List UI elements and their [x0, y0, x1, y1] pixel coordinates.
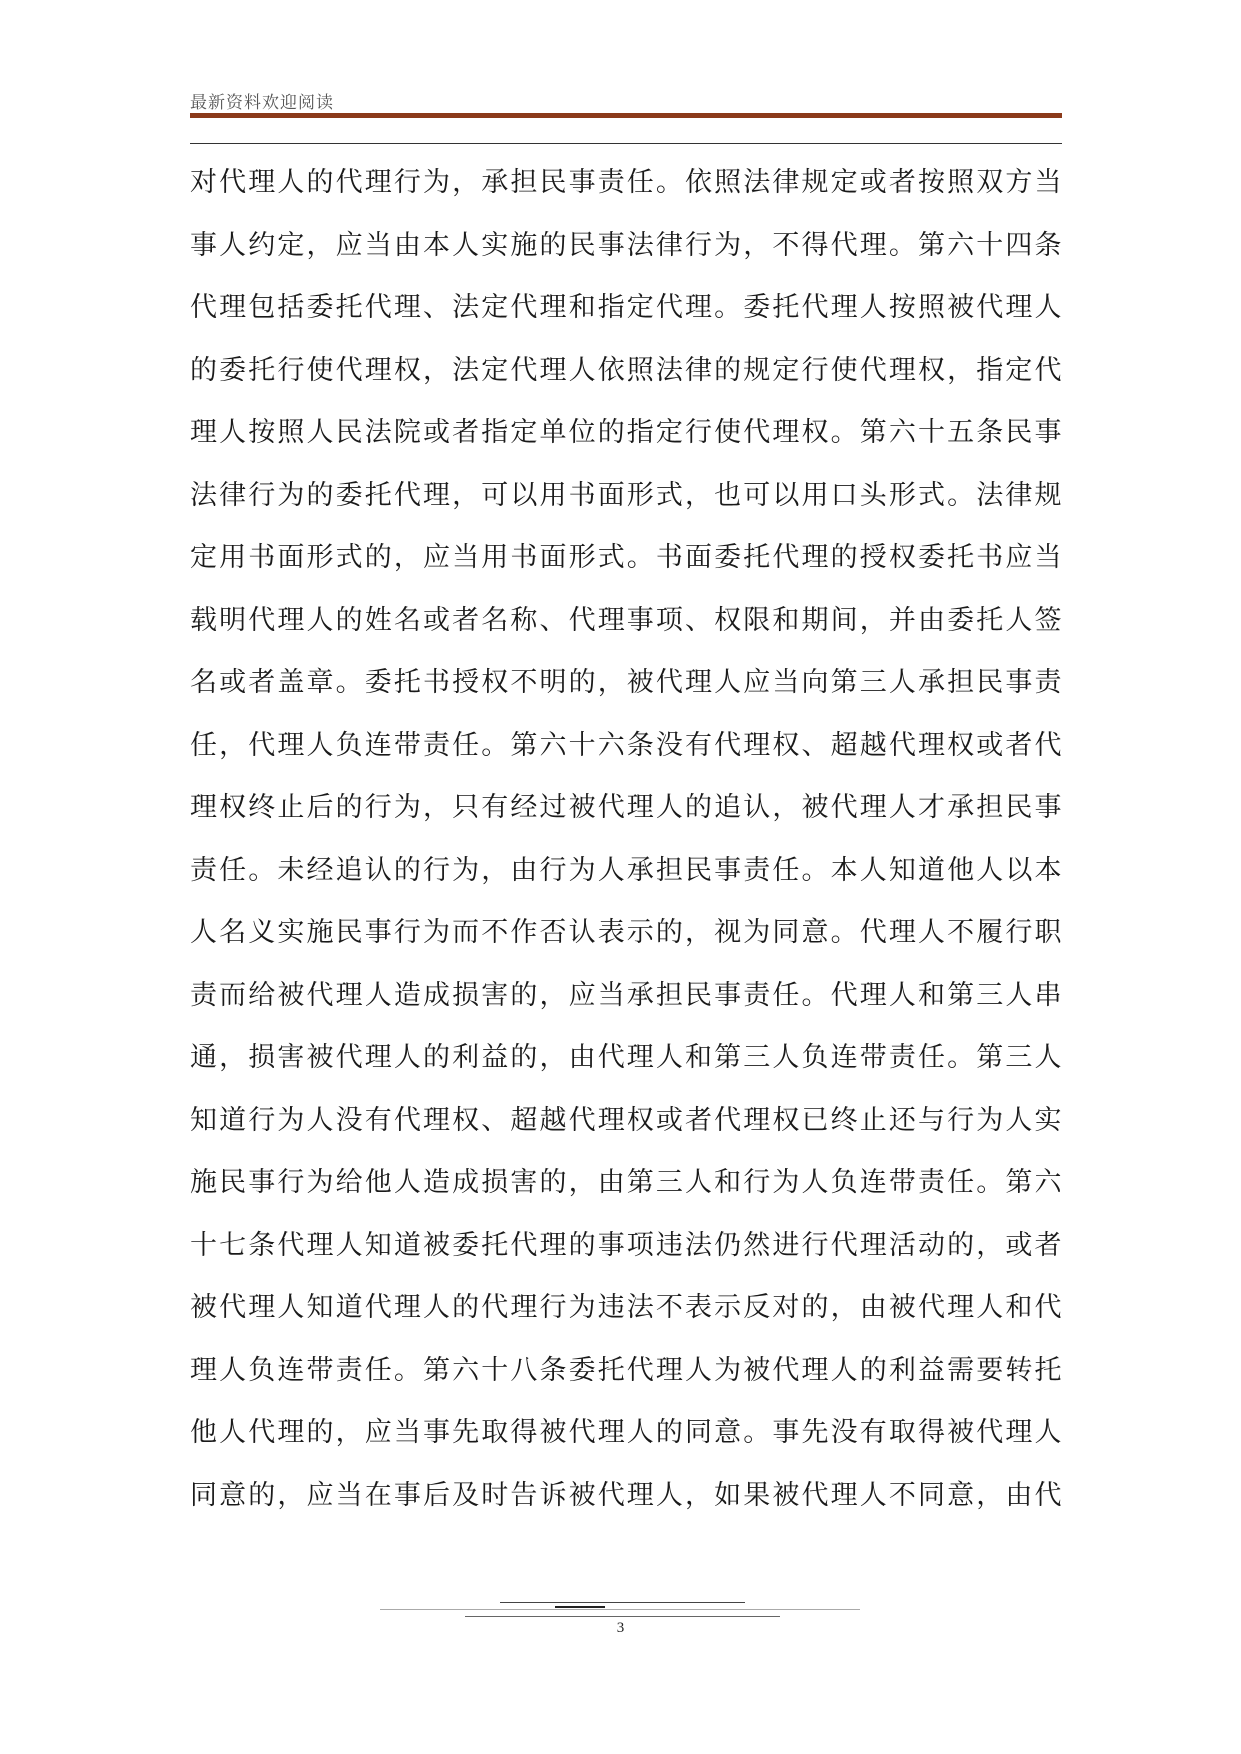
body-line: 知道行为人没有代理权、超越代理权或者代理权已终止还与行为人实 [190, 1104, 1062, 1136]
header-rule-thick [190, 113, 1062, 118]
header-rule-thin [190, 143, 1062, 144]
page-header-title: 最新资料欢迎阅读 [190, 93, 334, 113]
body-line: 通，损害被代理人的利益的，由代理人和第三人负连带责任。第三人 [190, 1042, 1062, 1073]
body-line: 他人代理的，应当事先取得被代理人的同意。事先没有取得被代理人 [190, 1417, 1062, 1448]
body-line: 同意的，应当在事后及时告诉被代理人，如果被代理人不同意，由代 [190, 1479, 1062, 1511]
body-line: 事人约定，应当由本人实施的民事法律行为，不得代理。第六十四条 [190, 229, 1062, 261]
body-line: 被代理人知道代理人的代理行为违法不表示反对的，由被代理人和代 [190, 1292, 1062, 1323]
body-line: 载明代理人的姓名或者名称、代理事项、权限和期间，并由委托人签 [190, 604, 1062, 636]
body-line: 施民事行为给他人造成损害的，由第三人和行为人负连带责任。第六 [190, 1167, 1062, 1198]
body-line: 代理包括委托代理、法定代理和指定代理。委托代理人按照被代理人 [190, 292, 1062, 323]
body-line: 理权终止后的行为，只有经过被代理人的追认，被代理人才承担民事 [190, 792, 1062, 823]
body-line: 法律行为的委托代理，可以用书面形式，也可以用口头形式。法律规 [190, 479, 1062, 511]
body-line: 责而给被代理人造成损害的，应当承担民事责任。代理人和第三人串 [190, 979, 1062, 1011]
body-line: 理人负连带责任。第六十八条委托代理人为被代理人的利益需要转托 [190, 1354, 1062, 1386]
body-line: 十七条代理人知道被委托代理的事项违法仍然进行代理活动的，或者 [190, 1229, 1062, 1261]
footer-rule-mark [555, 1606, 605, 1608]
body-line: 任，代理人负连带责任。第六十六条没有代理权、超越代理权或者代 [190, 729, 1062, 761]
body-line: 名或者盖章。委托书授权不明的，被代理人应当向第三人承担民事责 [190, 667, 1062, 698]
body-line: 定用书面形式的，应当用书面形式。书面委托代理的授权委托书应当 [190, 542, 1062, 573]
body-line: 的委托行使代理权，法定代理人依照法律的规定行使代理权，指定代 [190, 354, 1062, 386]
body-line: 对代理人的代理行为，承担民事责任。依照法律规定或者按照双方当 [190, 167, 1062, 198]
footer-rule [465, 1616, 780, 1617]
footer-rule [500, 1602, 745, 1603]
footer-rule [380, 1609, 860, 1610]
document-body [190, 152, 1062, 1527]
body-line: 人名义实施民事行为而不作否认表示的，视为同意。代理人不履行职 [190, 917, 1062, 948]
page-number: 3 [616, 1620, 625, 1636]
body-line: 责任。未经追认的行为，由行为人承担民事责任。本人知道他人以本 [190, 854, 1062, 886]
body-line: 理人按照人民法院或者指定单位的指定行使代理权。第六十五条民事 [190, 417, 1062, 448]
